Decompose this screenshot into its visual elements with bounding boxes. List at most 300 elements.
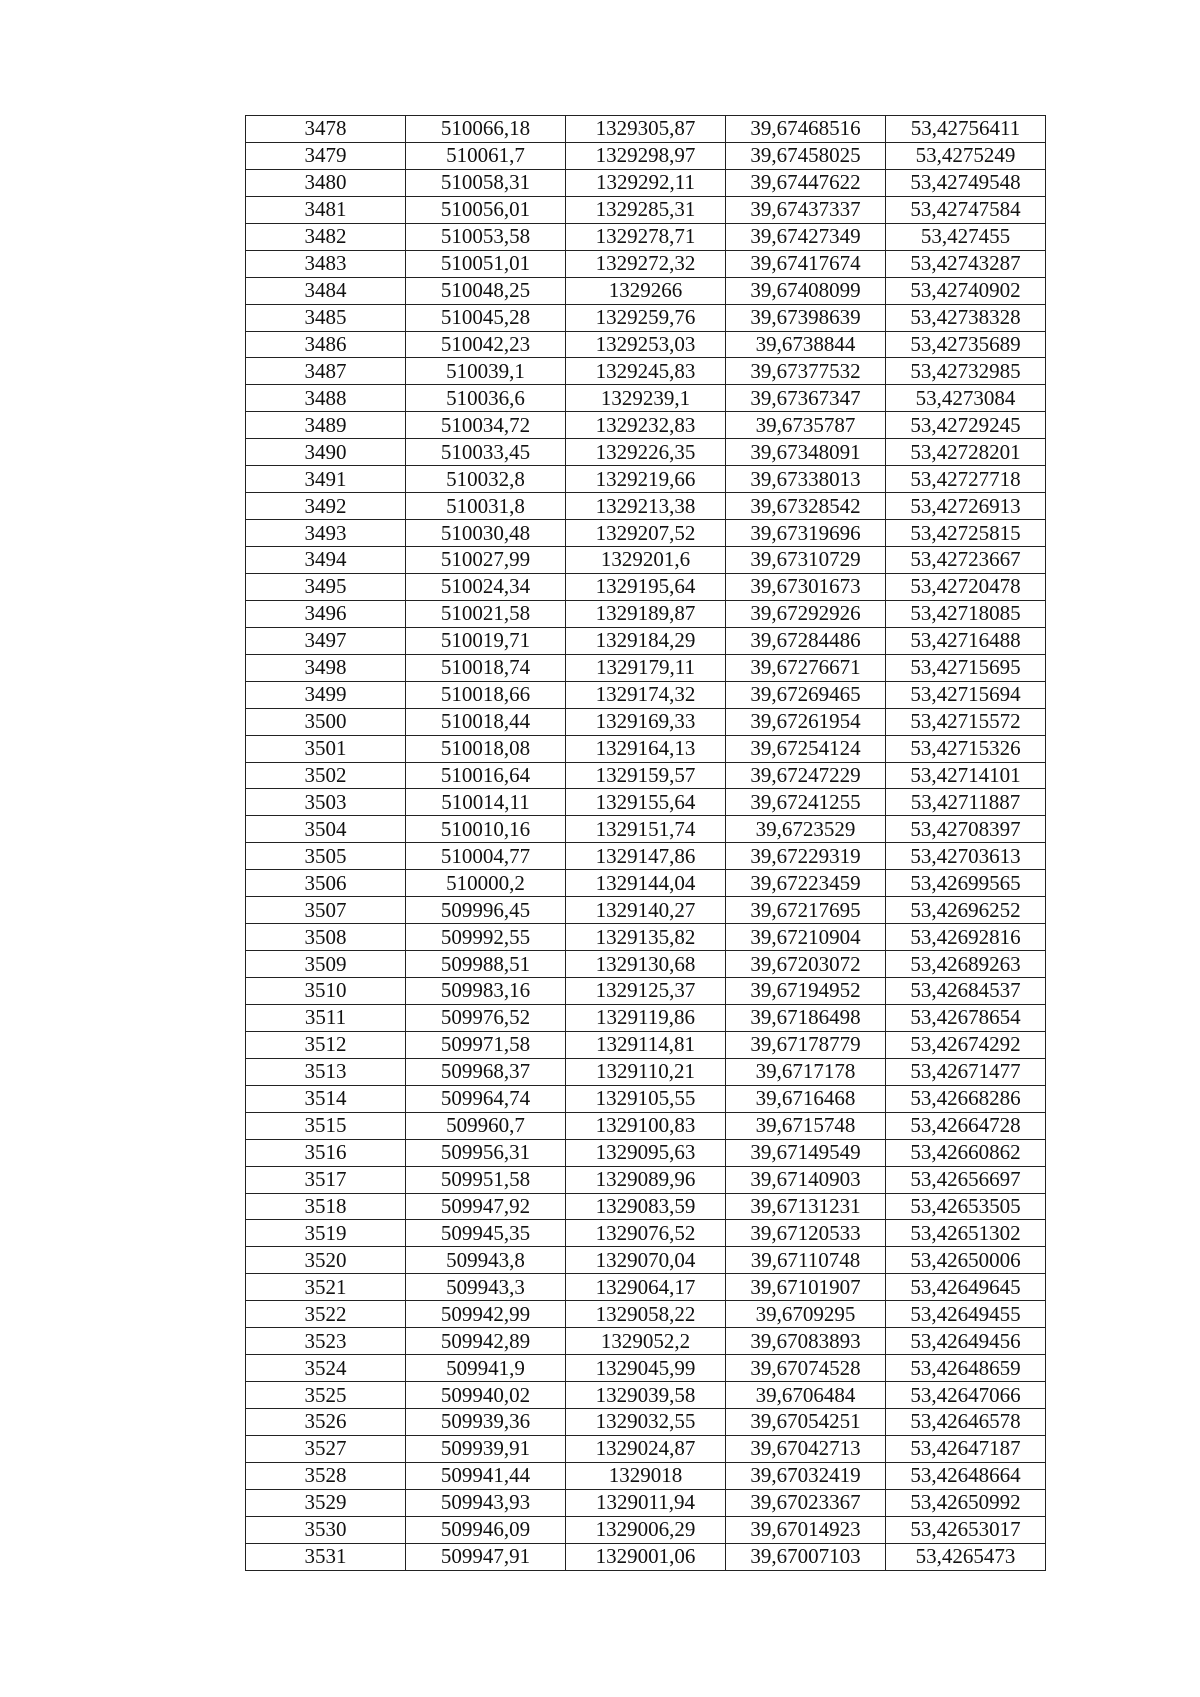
point-number-cell: 3508 — [246, 924, 406, 951]
y-coordinate-cell: 1329253,03 — [566, 331, 726, 358]
table-row — [246, 1112, 1046, 1139]
point-number-cell: 3519 — [246, 1220, 406, 1247]
table-row — [246, 547, 1046, 574]
longitude-cell: 39,67417674 — [726, 250, 886, 277]
point-number-cell: 3527 — [246, 1435, 406, 1462]
latitude-cell: 53,42728201 — [886, 439, 1046, 466]
table-row — [246, 331, 1046, 358]
x-coordinate-cell: 509946,09 — [406, 1516, 566, 1543]
point-number-cell: 3526 — [246, 1409, 406, 1436]
y-coordinate-cell: 1329266 — [566, 277, 726, 304]
point-number-cell: 3515 — [246, 1112, 406, 1139]
longitude-cell: 39,67276671 — [726, 654, 886, 681]
latitude-cell: 53,42689263 — [886, 951, 1046, 978]
x-coordinate-cell: 510031,8 — [406, 493, 566, 520]
latitude-cell: 53,42653505 — [886, 1193, 1046, 1220]
x-coordinate-cell: 510010,16 — [406, 816, 566, 843]
x-coordinate-cell: 509943,93 — [406, 1489, 566, 1516]
latitude-cell: 53,42651302 — [886, 1220, 1046, 1247]
latitude-cell: 53,4275249 — [886, 142, 1046, 169]
point-number-cell: 3502 — [246, 762, 406, 789]
table-row — [246, 1085, 1046, 1112]
point-number-cell: 3479 — [246, 142, 406, 169]
longitude-cell: 39,67261954 — [726, 708, 886, 735]
y-coordinate-cell: 1329135,82 — [566, 924, 726, 951]
point-number-cell: 3492 — [246, 493, 406, 520]
y-coordinate-cell: 1329058,22 — [566, 1301, 726, 1328]
longitude-cell: 39,67023367 — [726, 1489, 886, 1516]
point-number-cell: 3518 — [246, 1193, 406, 1220]
table-row — [246, 1516, 1046, 1543]
x-coordinate-cell: 510018,66 — [406, 681, 566, 708]
y-coordinate-cell: 1329159,57 — [566, 762, 726, 789]
table-row — [246, 789, 1046, 816]
y-coordinate-cell: 1329110,21 — [566, 1058, 726, 1085]
x-coordinate-cell: 509947,91 — [406, 1543, 566, 1570]
table-row — [246, 735, 1046, 762]
latitude-cell: 53,42699565 — [886, 870, 1046, 897]
longitude-cell: 39,67254124 — [726, 735, 886, 762]
point-number-cell: 3482 — [246, 223, 406, 250]
table-row — [246, 1193, 1046, 1220]
latitude-cell: 53,42756411 — [886, 116, 1046, 143]
x-coordinate-cell: 510051,01 — [406, 250, 566, 277]
table-row — [246, 116, 1046, 143]
y-coordinate-cell: 1329151,74 — [566, 816, 726, 843]
longitude-cell: 39,67398639 — [726, 304, 886, 331]
table-row — [246, 681, 1046, 708]
x-coordinate-cell: 509941,44 — [406, 1462, 566, 1489]
latitude-cell: 53,42715572 — [886, 708, 1046, 735]
latitude-cell: 53,42749548 — [886, 169, 1046, 196]
table-row — [246, 412, 1046, 439]
point-number-cell: 3525 — [246, 1382, 406, 1409]
x-coordinate-cell: 510030,48 — [406, 520, 566, 547]
x-coordinate-cell: 510066,18 — [406, 116, 566, 143]
longitude-cell: 39,67223459 — [726, 870, 886, 897]
longitude-cell: 39,67120533 — [726, 1220, 886, 1247]
x-coordinate-cell: 510019,71 — [406, 627, 566, 654]
point-number-cell: 3521 — [246, 1274, 406, 1301]
table-row — [246, 1301, 1046, 1328]
y-coordinate-cell: 1329144,04 — [566, 870, 726, 897]
y-coordinate-cell: 1329239,1 — [566, 385, 726, 412]
x-coordinate-cell: 509956,31 — [406, 1139, 566, 1166]
latitude-cell: 53,42650992 — [886, 1489, 1046, 1516]
y-coordinate-cell: 1329001,06 — [566, 1543, 726, 1570]
y-coordinate-cell: 1329032,55 — [566, 1409, 726, 1436]
point-number-cell: 3494 — [246, 547, 406, 574]
longitude-cell: 39,67007103 — [726, 1543, 886, 1570]
longitude-cell: 39,67241255 — [726, 789, 886, 816]
longitude-cell: 39,67338013 — [726, 466, 886, 493]
y-coordinate-cell: 1329179,11 — [566, 654, 726, 681]
latitude-cell: 53,42714101 — [886, 762, 1046, 789]
latitude-cell: 53,42725815 — [886, 520, 1046, 547]
x-coordinate-cell: 510000,2 — [406, 870, 566, 897]
longitude-cell: 39,67054251 — [726, 1409, 886, 1436]
longitude-cell: 39,67367347 — [726, 385, 886, 412]
longitude-cell: 39,67408099 — [726, 277, 886, 304]
point-number-cell: 3513 — [246, 1058, 406, 1085]
longitude-cell: 39,67247229 — [726, 762, 886, 789]
latitude-cell: 53,42646578 — [886, 1409, 1046, 1436]
point-number-cell: 3491 — [246, 466, 406, 493]
y-coordinate-cell: 1329189,87 — [566, 600, 726, 627]
y-coordinate-cell: 1329045,99 — [566, 1355, 726, 1382]
latitude-cell: 53,42668286 — [886, 1085, 1046, 1112]
point-number-cell: 3493 — [246, 520, 406, 547]
table-row — [246, 520, 1046, 547]
longitude-cell: 39,67458025 — [726, 142, 886, 169]
point-number-cell: 3505 — [246, 843, 406, 870]
latitude-cell: 53,42653017 — [886, 1516, 1046, 1543]
table-row — [246, 978, 1046, 1005]
y-coordinate-cell: 1329083,59 — [566, 1193, 726, 1220]
table-row — [246, 1489, 1046, 1516]
y-coordinate-cell: 1329018 — [566, 1462, 726, 1489]
latitude-cell: 53,42740902 — [886, 277, 1046, 304]
longitude-cell: 39,67301673 — [726, 573, 886, 600]
y-coordinate-cell: 1329169,33 — [566, 708, 726, 735]
longitude-cell: 39,67032419 — [726, 1462, 886, 1489]
latitude-cell: 53,42738328 — [886, 304, 1046, 331]
x-coordinate-cell: 509940,02 — [406, 1382, 566, 1409]
x-coordinate-cell: 510042,23 — [406, 331, 566, 358]
point-number-cell: 3529 — [246, 1489, 406, 1516]
table-row — [246, 1462, 1046, 1489]
y-coordinate-cell: 1329064,17 — [566, 1274, 726, 1301]
y-coordinate-cell: 1329095,63 — [566, 1139, 726, 1166]
table-row — [246, 627, 1046, 654]
latitude-cell: 53,4265473 — [886, 1543, 1046, 1570]
longitude-cell: 39,67178779 — [726, 1031, 886, 1058]
x-coordinate-cell: 510056,01 — [406, 196, 566, 223]
x-coordinate-cell: 510021,58 — [406, 600, 566, 627]
table-row — [246, 142, 1046, 169]
table-row — [246, 1031, 1046, 1058]
table-row — [246, 1058, 1046, 1085]
y-coordinate-cell: 1329226,35 — [566, 439, 726, 466]
point-number-cell: 3500 — [246, 708, 406, 735]
point-number-cell: 3495 — [246, 573, 406, 600]
x-coordinate-cell: 509943,3 — [406, 1274, 566, 1301]
x-coordinate-cell: 509960,7 — [406, 1112, 566, 1139]
longitude-cell: 39,67110748 — [726, 1247, 886, 1274]
table-row — [246, 1220, 1046, 1247]
longitude-cell: 39,67210904 — [726, 924, 886, 951]
latitude-cell: 53,42711887 — [886, 789, 1046, 816]
x-coordinate-cell: 510024,34 — [406, 573, 566, 600]
point-number-cell: 3480 — [246, 169, 406, 196]
point-number-cell: 3498 — [246, 654, 406, 681]
latitude-cell: 53,42735689 — [886, 331, 1046, 358]
x-coordinate-cell: 509947,92 — [406, 1193, 566, 1220]
latitude-cell: 53,42684537 — [886, 978, 1046, 1005]
longitude-cell: 39,67377532 — [726, 358, 886, 385]
x-coordinate-cell: 509983,16 — [406, 978, 566, 1005]
table-row — [246, 816, 1046, 843]
y-coordinate-cell: 1329184,29 — [566, 627, 726, 654]
latitude-cell: 53,42715694 — [886, 681, 1046, 708]
longitude-cell: 39,67269465 — [726, 681, 886, 708]
table-row — [246, 1166, 1046, 1193]
y-coordinate-cell: 1329105,55 — [566, 1085, 726, 1112]
latitude-cell: 53,42715695 — [886, 654, 1046, 681]
y-coordinate-cell: 1329140,27 — [566, 897, 726, 924]
x-coordinate-cell: 510034,72 — [406, 412, 566, 439]
table-body — [246, 116, 1046, 1571]
point-number-cell: 3517 — [246, 1166, 406, 1193]
longitude-cell: 39,67319696 — [726, 520, 886, 547]
latitude-cell: 53,42656697 — [886, 1166, 1046, 1193]
latitude-cell: 53,42743287 — [886, 250, 1046, 277]
latitude-cell: 53,42696252 — [886, 897, 1046, 924]
table-row — [246, 439, 1046, 466]
x-coordinate-cell: 509945,35 — [406, 1220, 566, 1247]
x-coordinate-cell: 510048,25 — [406, 277, 566, 304]
x-coordinate-cell: 510033,45 — [406, 439, 566, 466]
longitude-cell: 39,67014923 — [726, 1516, 886, 1543]
longitude-cell: 39,67229319 — [726, 843, 886, 870]
y-coordinate-cell: 1329285,31 — [566, 196, 726, 223]
longitude-cell: 39,67194952 — [726, 978, 886, 1005]
point-number-cell: 3528 — [246, 1462, 406, 1489]
point-number-cell: 3511 — [246, 1004, 406, 1031]
y-coordinate-cell: 1329213,38 — [566, 493, 726, 520]
coordinates-table — [245, 115, 1046, 1571]
table-row — [246, 762, 1046, 789]
latitude-cell: 53,42649456 — [886, 1328, 1046, 1355]
longitude-cell: 39,67203072 — [726, 951, 886, 978]
latitude-cell: 53,42647187 — [886, 1435, 1046, 1462]
table-row — [246, 1274, 1046, 1301]
y-coordinate-cell: 1329219,66 — [566, 466, 726, 493]
longitude-cell: 39,6717178 — [726, 1058, 886, 1085]
longitude-cell: 39,67437337 — [726, 196, 886, 223]
point-number-cell: 3520 — [246, 1247, 406, 1274]
table-row — [246, 304, 1046, 331]
latitude-cell: 53,42747584 — [886, 196, 1046, 223]
longitude-cell: 39,67468516 — [726, 116, 886, 143]
x-coordinate-cell: 510027,99 — [406, 547, 566, 574]
latitude-cell: 53,42720478 — [886, 573, 1046, 600]
x-coordinate-cell: 509939,91 — [406, 1435, 566, 1462]
x-coordinate-cell: 510018,74 — [406, 654, 566, 681]
latitude-cell: 53,42648659 — [886, 1355, 1046, 1382]
y-coordinate-cell: 1329119,86 — [566, 1004, 726, 1031]
latitude-cell: 53,42732985 — [886, 358, 1046, 385]
y-coordinate-cell: 1329195,64 — [566, 573, 726, 600]
x-coordinate-cell: 509942,89 — [406, 1328, 566, 1355]
y-coordinate-cell: 1329155,64 — [566, 789, 726, 816]
table-row — [246, 1328, 1046, 1355]
latitude-cell: 53,42647066 — [886, 1382, 1046, 1409]
point-number-cell: 3501 — [246, 735, 406, 762]
x-coordinate-cell: 509939,36 — [406, 1409, 566, 1436]
point-number-cell: 3516 — [246, 1139, 406, 1166]
x-coordinate-cell: 509968,37 — [406, 1058, 566, 1085]
latitude-cell: 53,42664728 — [886, 1112, 1046, 1139]
x-coordinate-cell: 509976,52 — [406, 1004, 566, 1031]
x-coordinate-cell: 510039,1 — [406, 358, 566, 385]
longitude-cell: 39,67131231 — [726, 1193, 886, 1220]
longitude-cell: 39,67042713 — [726, 1435, 886, 1462]
x-coordinate-cell: 509996,45 — [406, 897, 566, 924]
table-row — [246, 870, 1046, 897]
point-number-cell: 3514 — [246, 1085, 406, 1112]
y-coordinate-cell: 1329125,37 — [566, 978, 726, 1005]
latitude-cell: 53,4273084 — [886, 385, 1046, 412]
y-coordinate-cell: 1329011,94 — [566, 1489, 726, 1516]
point-number-cell: 3489 — [246, 412, 406, 439]
y-coordinate-cell: 1329089,96 — [566, 1166, 726, 1193]
y-coordinate-cell: 1329305,87 — [566, 116, 726, 143]
latitude-cell: 53,42674292 — [886, 1031, 1046, 1058]
point-number-cell: 3503 — [246, 789, 406, 816]
longitude-cell: 39,67427349 — [726, 223, 886, 250]
longitude-cell: 39,6706484 — [726, 1382, 886, 1409]
longitude-cell: 39,67186498 — [726, 1004, 886, 1031]
point-number-cell: 3481 — [246, 196, 406, 223]
point-number-cell: 3488 — [246, 385, 406, 412]
x-coordinate-cell: 510053,58 — [406, 223, 566, 250]
x-coordinate-cell: 510018,44 — [406, 708, 566, 735]
latitude-cell: 53,42726913 — [886, 493, 1046, 520]
longitude-cell: 39,67447622 — [726, 169, 886, 196]
longitude-cell: 39,67083893 — [726, 1328, 886, 1355]
table-row — [246, 223, 1046, 250]
table-row — [246, 466, 1046, 493]
y-coordinate-cell: 1329070,04 — [566, 1247, 726, 1274]
latitude-cell: 53,42723667 — [886, 547, 1046, 574]
point-number-cell: 3531 — [246, 1543, 406, 1570]
y-coordinate-cell: 1329024,87 — [566, 1435, 726, 1462]
table-row — [246, 385, 1046, 412]
x-coordinate-cell: 510061,7 — [406, 142, 566, 169]
x-coordinate-cell: 509942,99 — [406, 1301, 566, 1328]
point-number-cell: 3510 — [246, 978, 406, 1005]
x-coordinate-cell: 509941,9 — [406, 1355, 566, 1382]
y-coordinate-cell: 1329052,2 — [566, 1328, 726, 1355]
table-row — [246, 1004, 1046, 1031]
longitude-cell: 39,6715748 — [726, 1112, 886, 1139]
x-coordinate-cell: 510014,11 — [406, 789, 566, 816]
y-coordinate-cell: 1329278,71 — [566, 223, 726, 250]
point-number-cell: 3484 — [246, 277, 406, 304]
table-row — [246, 1435, 1046, 1462]
y-coordinate-cell: 1329232,83 — [566, 412, 726, 439]
point-number-cell: 3499 — [246, 681, 406, 708]
y-coordinate-cell: 1329272,32 — [566, 250, 726, 277]
y-coordinate-cell: 1329130,68 — [566, 951, 726, 978]
longitude-cell: 39,67149549 — [726, 1139, 886, 1166]
latitude-cell: 53,42648664 — [886, 1462, 1046, 1489]
latitude-cell: 53,42649645 — [886, 1274, 1046, 1301]
point-number-cell: 3497 — [246, 627, 406, 654]
y-coordinate-cell: 1329039,58 — [566, 1382, 726, 1409]
x-coordinate-cell: 509943,8 — [406, 1247, 566, 1274]
table-row — [246, 600, 1046, 627]
x-coordinate-cell: 509992,55 — [406, 924, 566, 951]
table-row — [246, 250, 1046, 277]
table-row — [246, 843, 1046, 870]
y-coordinate-cell: 1329259,76 — [566, 304, 726, 331]
point-number-cell: 3496 — [246, 600, 406, 627]
latitude-cell: 53,42716488 — [886, 627, 1046, 654]
latitude-cell: 53,42729245 — [886, 412, 1046, 439]
latitude-cell: 53,42678654 — [886, 1004, 1046, 1031]
x-coordinate-cell: 510058,31 — [406, 169, 566, 196]
point-number-cell: 3509 — [246, 951, 406, 978]
point-number-cell: 3512 — [246, 1031, 406, 1058]
longitude-cell: 39,67348091 — [726, 439, 886, 466]
x-coordinate-cell: 509988,51 — [406, 951, 566, 978]
table-row — [246, 573, 1046, 600]
latitude-cell: 53,42718085 — [886, 600, 1046, 627]
y-coordinate-cell: 1329245,83 — [566, 358, 726, 385]
latitude-cell: 53,42727718 — [886, 466, 1046, 493]
point-number-cell: 3523 — [246, 1328, 406, 1355]
point-number-cell: 3490 — [246, 439, 406, 466]
y-coordinate-cell: 1329147,86 — [566, 843, 726, 870]
x-coordinate-cell: 509964,74 — [406, 1085, 566, 1112]
longitude-cell: 39,67328542 — [726, 493, 886, 520]
point-number-cell: 3486 — [246, 331, 406, 358]
table-row — [246, 196, 1046, 223]
table-row — [246, 708, 1046, 735]
longitude-cell: 39,6735787 — [726, 412, 886, 439]
y-coordinate-cell: 1329292,11 — [566, 169, 726, 196]
y-coordinate-cell: 1329298,97 — [566, 142, 726, 169]
table-row — [246, 1139, 1046, 1166]
longitude-cell: 39,67101907 — [726, 1274, 886, 1301]
point-number-cell: 3504 — [246, 816, 406, 843]
table-row — [246, 358, 1046, 385]
longitude-cell: 39,6738844 — [726, 331, 886, 358]
table-row — [246, 1382, 1046, 1409]
point-number-cell: 3483 — [246, 250, 406, 277]
table-row — [246, 277, 1046, 304]
longitude-cell: 39,6723529 — [726, 816, 886, 843]
y-coordinate-cell: 1329100,83 — [566, 1112, 726, 1139]
y-coordinate-cell: 1329006,29 — [566, 1516, 726, 1543]
table-row — [246, 169, 1046, 196]
longitude-cell: 39,67217695 — [726, 897, 886, 924]
point-number-cell: 3478 — [246, 116, 406, 143]
point-number-cell: 3487 — [246, 358, 406, 385]
x-coordinate-cell: 509951,58 — [406, 1166, 566, 1193]
table-row — [246, 951, 1046, 978]
y-coordinate-cell: 1329201,6 — [566, 547, 726, 574]
table-row — [246, 493, 1046, 520]
point-number-cell: 3506 — [246, 870, 406, 897]
x-coordinate-cell: 509971,58 — [406, 1031, 566, 1058]
longitude-cell: 39,67074528 — [726, 1355, 886, 1382]
table-row — [246, 1543, 1046, 1570]
y-coordinate-cell: 1329174,32 — [566, 681, 726, 708]
table-row — [246, 1355, 1046, 1382]
longitude-cell: 39,67284486 — [726, 627, 886, 654]
point-number-cell: 3524 — [246, 1355, 406, 1382]
y-coordinate-cell: 1329207,52 — [566, 520, 726, 547]
table-row — [246, 1409, 1046, 1436]
point-number-cell: 3507 — [246, 897, 406, 924]
x-coordinate-cell: 510045,28 — [406, 304, 566, 331]
latitude-cell: 53,42650006 — [886, 1247, 1046, 1274]
y-coordinate-cell: 1329076,52 — [566, 1220, 726, 1247]
longitude-cell: 39,67310729 — [726, 547, 886, 574]
